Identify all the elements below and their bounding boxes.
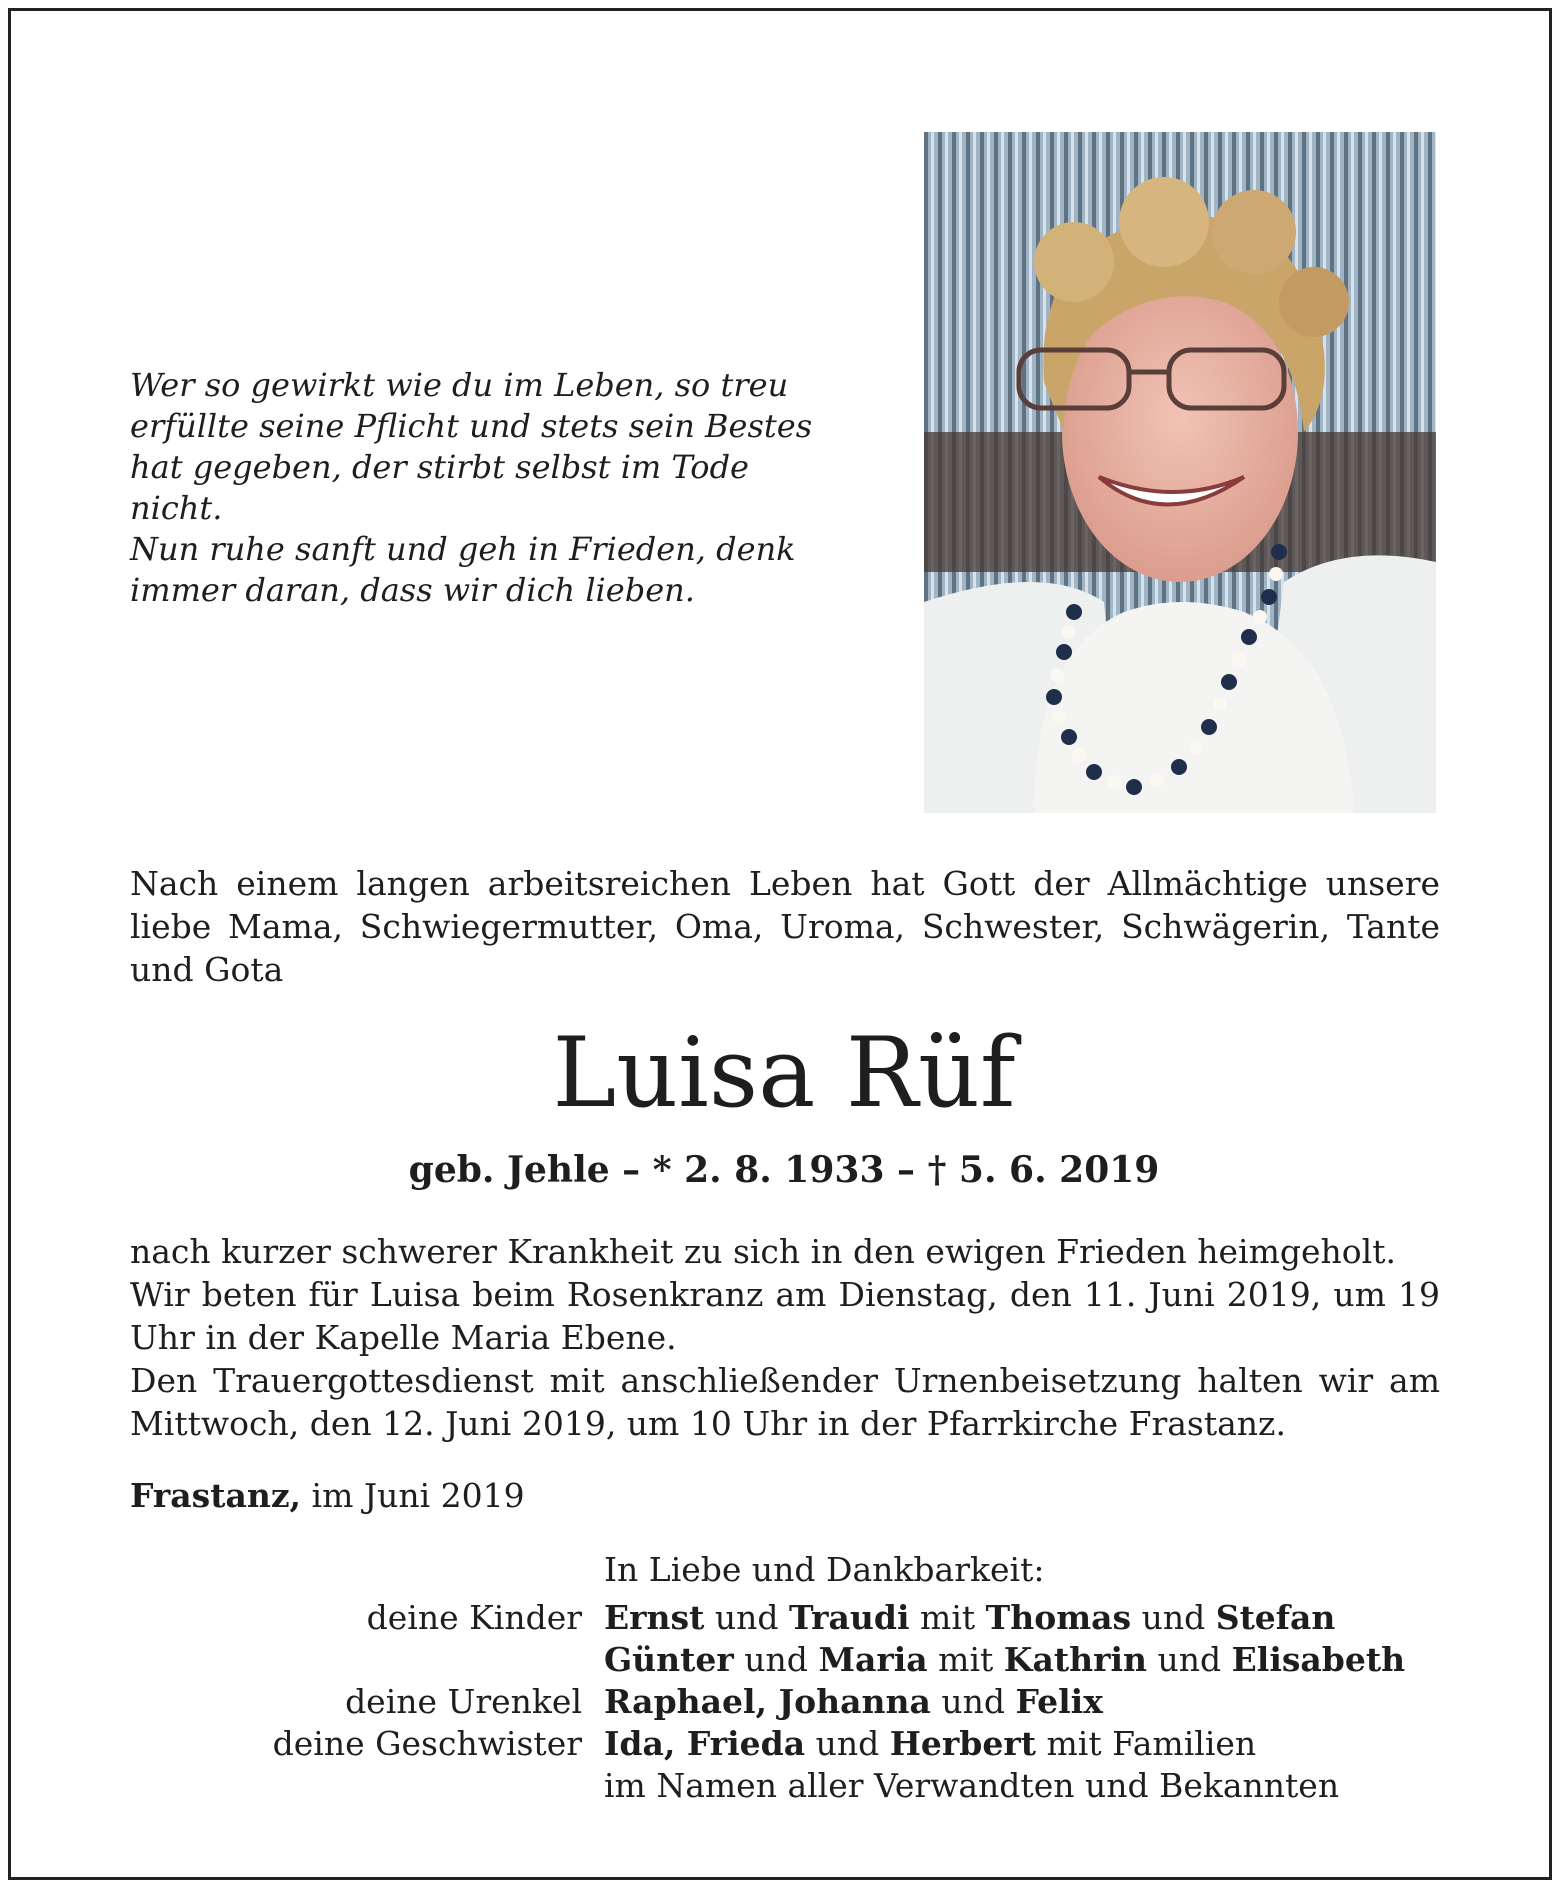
body-paragraph: Wir beten für Luisa beim Rosenkranz am Dienstag, den 11. Juni 2019, um 19 Uhr in der Kapelle Maria Ebene. bbox=[130, 1275, 1440, 1357]
person-name: Ernst bbox=[604, 1598, 705, 1637]
announcement-body bbox=[130, 1230, 1440, 1445]
family-names bbox=[604, 1680, 1103, 1723]
family-row-kinder-2 bbox=[0, 1638, 1568, 1681]
family-names bbox=[604, 1722, 1256, 1765]
connector: mit Familien bbox=[1046, 1724, 1257, 1763]
family-label: deine Urenkel bbox=[345, 1682, 582, 1721]
person-name: Kathrin bbox=[1003, 1640, 1147, 1679]
family-label: deine Kinder bbox=[366, 1598, 582, 1637]
family-names bbox=[604, 1596, 1335, 1639]
family-row-kinder bbox=[0, 1596, 1568, 1639]
connector: und bbox=[1141, 1598, 1206, 1637]
body-paragraph: Den Trauergottesdienst mit anschließender Urnenbeisetzung halten wir am Mittwoch, den 12. Juni 2019, um 10 Uhr in der Pfarrkirche Frastanz. bbox=[130, 1361, 1440, 1443]
poem bbox=[130, 365, 830, 611]
connector: mit bbox=[938, 1640, 994, 1679]
portrait-photo bbox=[924, 132, 1436, 813]
deceased-name: Luisa Rüf bbox=[552, 1017, 1016, 1129]
poem-line: hat gegeben, der stirbt selbst im Tode nicht. bbox=[130, 448, 749, 527]
person-name: Traudi bbox=[789, 1598, 910, 1637]
connector: und bbox=[714, 1598, 779, 1637]
place-date bbox=[130, 1474, 525, 1517]
intro-text: Nach einem langen arbeitsreichen Leben hat Gott der Allmächtige unsere liebe Mama, Schwiegermutter, Oma, Uroma, Schwester, Schwägerin, Tante und Gota bbox=[130, 864, 1440, 989]
person-name: Felix bbox=[1015, 1682, 1103, 1721]
connector: und bbox=[1157, 1640, 1222, 1679]
connector: und bbox=[744, 1640, 808, 1679]
poem-line: Wer so gewirkt wie du im Leben, so treu bbox=[130, 366, 789, 404]
poem-line: immer daran, dass wir dich lieben. bbox=[130, 571, 695, 609]
family-label: deine Geschwister bbox=[272, 1724, 582, 1763]
person-name: Ida, Frieda bbox=[604, 1724, 806, 1763]
thanks-line: In Liebe und Dankbarkeit: bbox=[604, 1550, 1045, 1589]
closing-line: im Namen aller Verwandten und Bekannten bbox=[604, 1766, 1340, 1805]
connector: mit bbox=[920, 1598, 976, 1637]
body-paragraph: nach kurzer schwerer Krankheit zu sich in den ewigen Frieden heimgeholt. bbox=[130, 1232, 1396, 1271]
poem-line: erfüllte seine Pflicht und stets sein Bestes bbox=[130, 407, 813, 445]
connector: und bbox=[815, 1724, 880, 1763]
person-name: Elisabeth bbox=[1231, 1640, 1406, 1679]
family-row-closing bbox=[0, 1764, 1568, 1807]
family-row-urenkel bbox=[0, 1680, 1568, 1723]
person-name: Günter bbox=[604, 1640, 734, 1679]
person-name: Herbert bbox=[889, 1724, 1036, 1763]
life-dates: geb. Jehle – * 2. 8. 1933 – † 5. 6. 2019 bbox=[408, 1149, 1160, 1191]
person-name: Maria bbox=[818, 1640, 928, 1679]
place-month: im Juni 2019 bbox=[311, 1476, 525, 1515]
poem-line: Nun ruhe sanft und geh in Frieden, denk bbox=[130, 530, 796, 568]
portrait-illustration bbox=[924, 132, 1436, 813]
person-name: Raphael, Johanna bbox=[604, 1682, 931, 1721]
family-row-geschwister bbox=[0, 1722, 1568, 1765]
place-town: Frastanz, bbox=[130, 1476, 302, 1515]
connector: und bbox=[941, 1682, 1006, 1721]
person-name: Thomas bbox=[985, 1598, 1132, 1637]
family-names bbox=[604, 1638, 1405, 1681]
person-name: Stefan bbox=[1215, 1598, 1336, 1637]
